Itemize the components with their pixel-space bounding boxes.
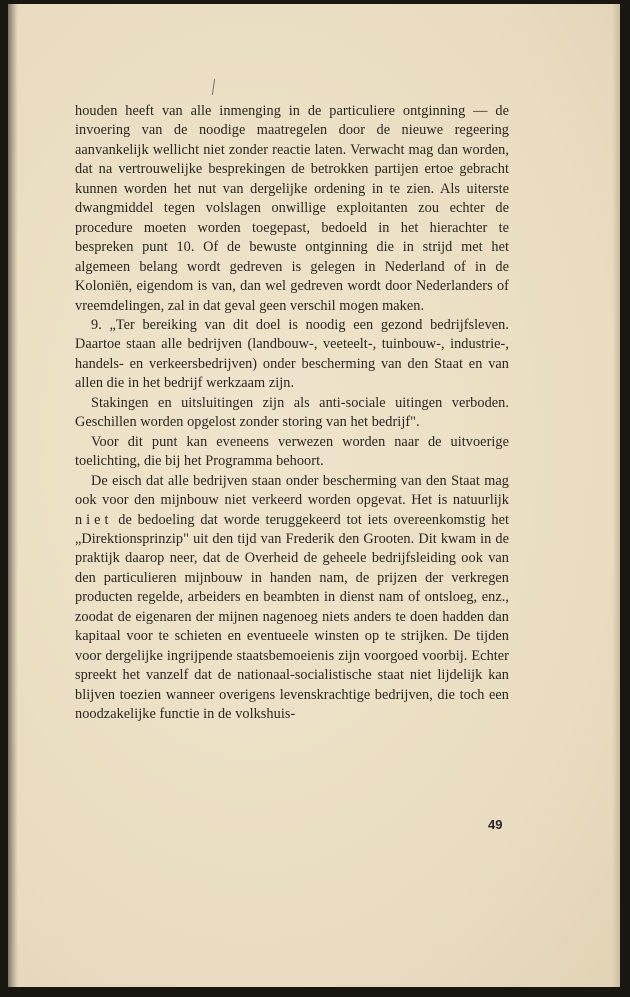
paragraph-3: Stakingen en uitsluitingen zijn als anti-sociale uitingen verboden. Geschillen worden opgelost zonder storing van het bedrijf". — [75, 394, 509, 431]
emphasized-word: niet — [75, 511, 113, 528]
paragraph-1: houden heeft van alle inmenging in de particuliere ontginning — de invoering van de noodige maatregelen door de nieuwe regeering aanvankelijk wellicht niet zonder reactie laten. Verwacht mag dan worden, dat na vertrouwelijke besprekingen de betrokken partijen ertoe gebracht kunnen worden het nut van dergelijke ordening in te zien. Als uiterste dwangmiddel tegen volslagen onwillige exploitanten zou echter de procedure moeten worden toegepast, bedoeld in het hierachter te bespreken punt 10. Of de bewuste ontginning die in strijd met het algemeen belang wordt gedreven is gelegen in Nederland of in de Koloniën, eigendom is van, dan wel gedreven wordt door Nederlanders of vreemdelingen, zal in dat geval geen verschil mogen maken. — [75, 103, 509, 314]
paragraph-5-start: De eisch dat alle bedrijven staan onder bescherming van den Staat mag ook voor den mijnbouw niet verkeerd worden opgevat. Het is natuurlijk — [75, 472, 509, 509]
binding-shadow — [8, 4, 18, 987]
paragraph-5 — [75, 472, 509, 725]
page-edge — [612, 4, 620, 987]
paragraph-5-end: de bedoeling dat worde teruggekeerd tot iets overeenkomstig het „Direktionsprinzip" uit den tijd van Frederik den Grooten. Dit kwam in de praktijk daarop neer, dat de Overheid de geheele bedrijfsleiding ook van den particulieren mijnbouw in handen nam, de prijzen der verkregen producten regelde, arbeiders en beambten in dienst nam of ontsloeg, enz., zoodat de eigenaren der mijnen nagenoeg niets anders te doen hadden dan kapitaal voor te schieten en eventueele winsten op te strijken. De tijden voor dergelijke ingrijpende staatsbemoeienis zijn voorgoed voorbij. Echter spreekt het vanzelf dat de nationaal-socialistische staat niet lijdelijk kan blijven toezien wanneer overigens levenskrachtige bedrijven, die toch een noodzakelijke functie in de volkshuis- — [75, 511, 509, 723]
paragraph-4: Voor dit punt kan eveneens verwezen worden naar de uitvoerige toelichting, die bij het Programma behoort. — [75, 433, 509, 470]
page-number: 49 — [488, 817, 503, 832]
paragraph-2: 9. „Ter bereiking van dit doel is noodig een gezond bedrijfsleven. Daartoe staan alle bedrijven (landbouw-, veeteelt-, tuinbouw-, industrie-, handels- en verkeersbedrijven) onder bescherming van den Staat en van allen die in het bedrijf werkzaam zijn. — [75, 316, 509, 392]
body-text — [75, 102, 509, 725]
